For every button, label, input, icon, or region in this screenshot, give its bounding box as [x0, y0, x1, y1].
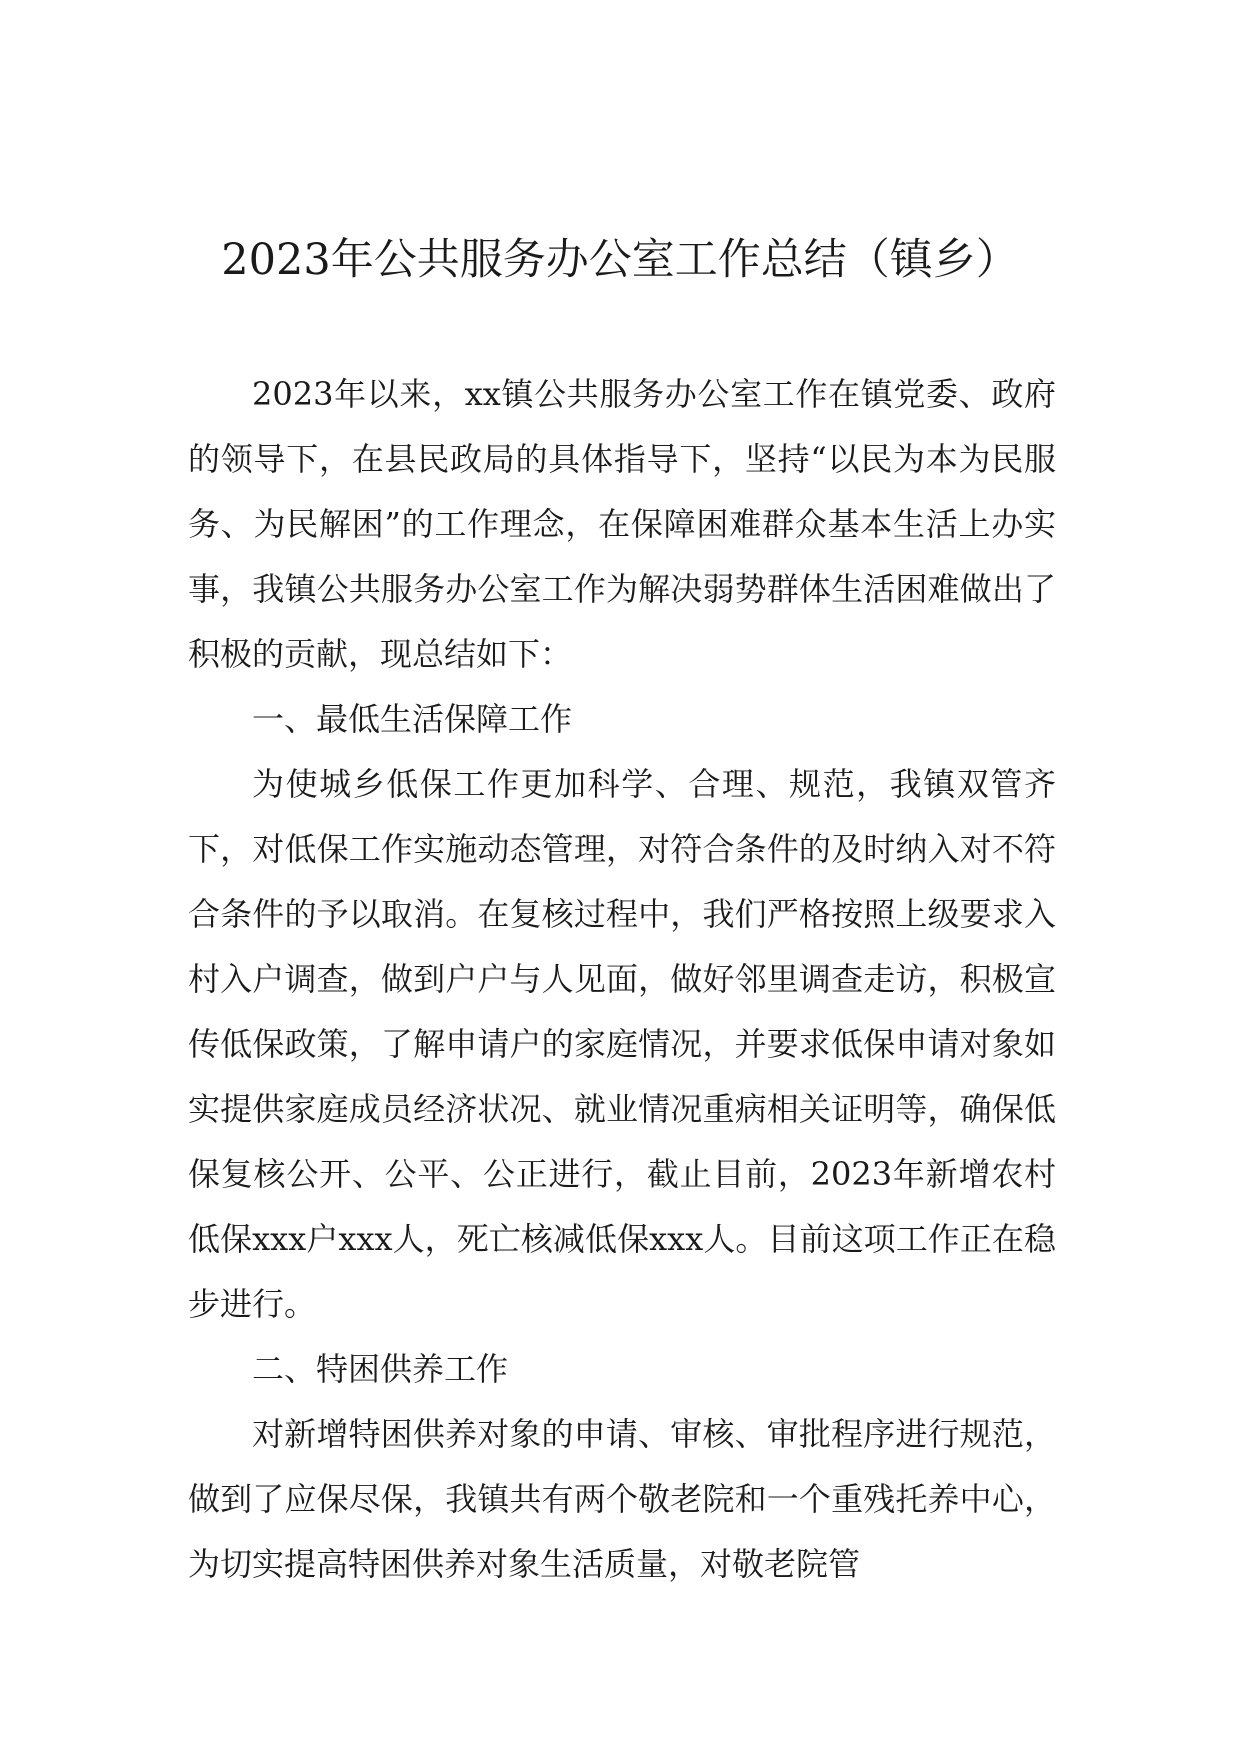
- section-body-1: 为使城乡低保工作更加科学、合理、规范，我镇双管齐下，对低保工作实施动态管理，对符合条件的及时纳入对不符合条件的予以取消。在复核过程中，我们严格按照上级要求入村入户调查，做到户户与人见面，做好邻里调查走访，积极宣传低保政策，了解申请户的家庭情况，并要求低保申请对象如实提供家庭成员经济状况、就业情况重病相关证明等，确保低保复核公开、公平、公正进行，截止目前，2023年新增农村低保xxx户xxx人，死亡核减低保xxx人。目前这项工作正在稳步进行。: [188, 765, 1056, 1323]
- section-heading-1: 一、最低生活保障工作: [252, 700, 573, 738]
- document-body: [188, 362, 1056, 1597]
- document-title: 2023年公共服务办公室工作总结（镇乡）: [221, 235, 1019, 285]
- section-body-2: 对新增特困供养对象的申请、审核、审批程序进行规范，做到了应保尽保，我镇共有两个敬老院和一个重残托养中心，为切实提高特困供养对象生活质量，对敬老院管: [188, 1415, 1056, 1583]
- section-heading-2: 二、特困供养工作: [252, 1350, 509, 1388]
- intro-paragraph: 2023年以来，xx镇公共服务办公室工作在镇党委、政府的领导下，在县民政局的具体指导下，坚持“以民为本为民服务、为民解困”的工作理念，在保障困难群众基本生活上办实事，我镇公共服务办公室工作为解决弱势群体生活困难做出了积极的贡献，现总结如下：: [188, 375, 1056, 673]
